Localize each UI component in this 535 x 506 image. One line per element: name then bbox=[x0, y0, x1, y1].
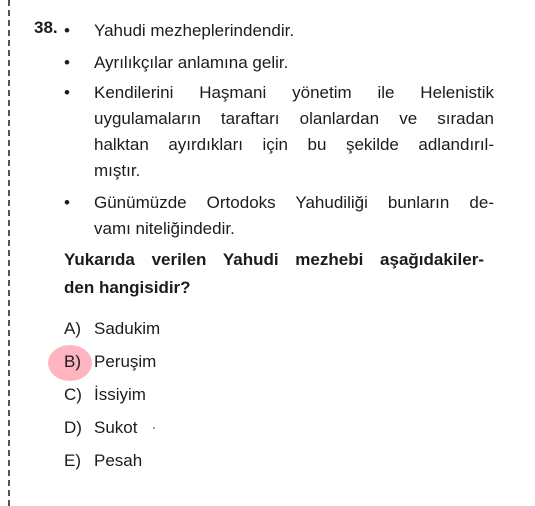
option-e[interactable] bbox=[64, 450, 142, 472]
option-a[interactable] bbox=[64, 318, 160, 340]
bullet-icon: • bbox=[64, 53, 70, 72]
option-text: Pesah bbox=[94, 451, 143, 470]
bullet-line: Kendilerini Haşmani yönetim ile Helenistik bbox=[94, 83, 494, 102]
option-text: Sadukim bbox=[94, 319, 161, 338]
bullet-line: Ayrılıkçılar anlamına gelir. bbox=[94, 53, 289, 72]
option-letter: A) bbox=[64, 319, 81, 338]
option-text: İssiyim bbox=[94, 385, 146, 404]
bullet-icon: • bbox=[64, 83, 70, 102]
option-b[interactable] bbox=[64, 351, 156, 373]
prompt-line: den hangisidir? bbox=[64, 278, 191, 297]
stray-dot bbox=[153, 427, 155, 429]
bullet-line: Günümüzde Ortodoks Yahudiliği bunların de- bbox=[94, 193, 494, 212]
question-prompt bbox=[64, 246, 484, 302]
prompt-line: Yukarıda verilen Yahudi mezhebi aşağıdakiler- bbox=[64, 250, 484, 269]
bullet-icon: • bbox=[64, 21, 70, 40]
question-number: 38. bbox=[34, 18, 58, 37]
bullet-line: halktan ayırdıkları için bu şekilde adlandırıl- bbox=[94, 135, 494, 154]
option-d[interactable] bbox=[64, 417, 137, 439]
bullet-line: vamı niteliğindedir. bbox=[94, 219, 235, 238]
bullet-line: mıştır. bbox=[94, 161, 141, 180]
option-text: Sukot bbox=[94, 418, 138, 437]
option-letter: D) bbox=[64, 418, 82, 437]
option-c[interactable] bbox=[64, 384, 146, 406]
bullet-line: uygulamaların taraftarı olanlardan ve sıradan bbox=[94, 109, 494, 128]
option-letter: C) bbox=[64, 385, 82, 404]
option-letter: B) bbox=[64, 352, 81, 371]
option-text: Peruşim bbox=[94, 352, 157, 371]
bullet-line: Yahudi mezheplerindendir. bbox=[94, 21, 295, 40]
option-letter: E) bbox=[64, 451, 81, 470]
dashed-left-border bbox=[8, 0, 10, 506]
bullet-icon: • bbox=[64, 193, 70, 212]
